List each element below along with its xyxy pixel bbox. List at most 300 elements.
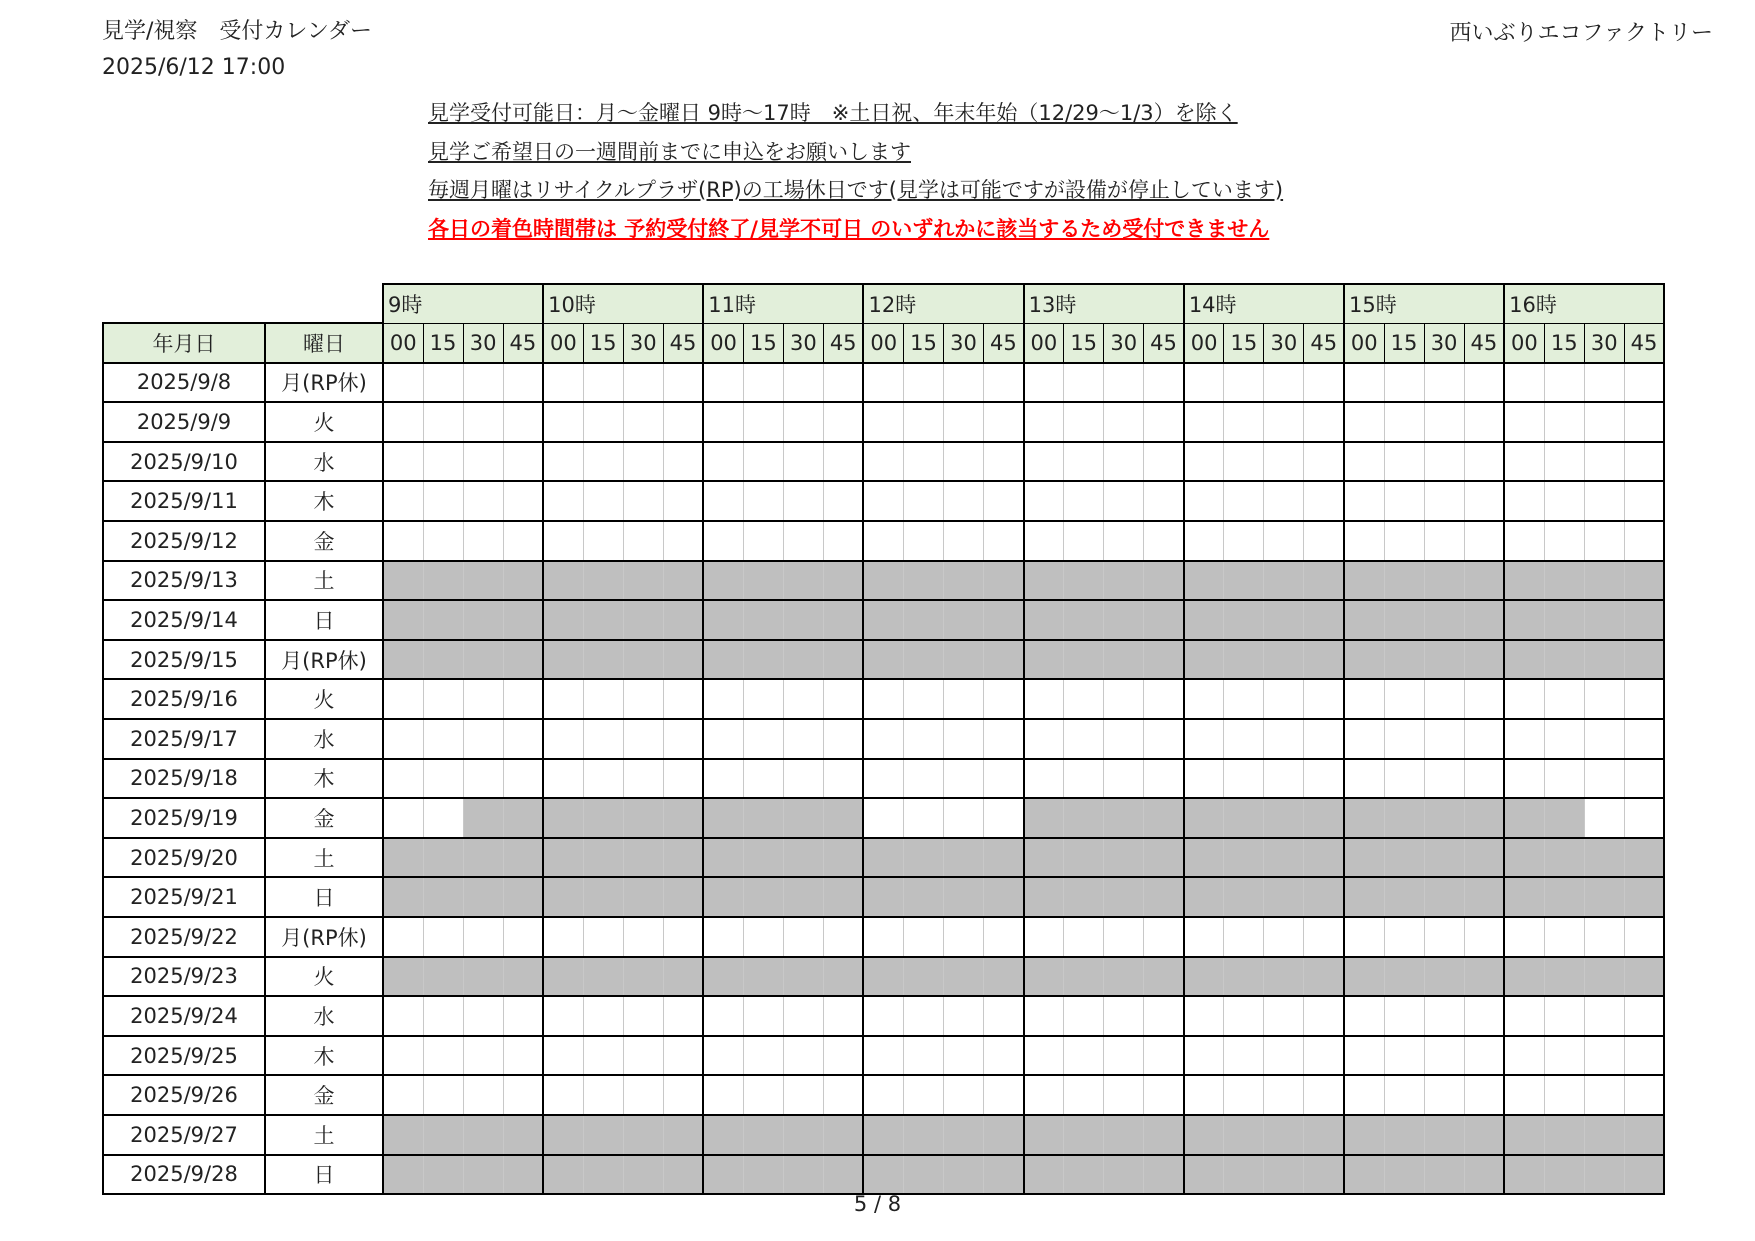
time-slot-available [1264,996,1304,1036]
time-slot-available [503,996,543,1036]
calendar-row [103,1036,1664,1076]
time-slot-available [1424,363,1464,403]
minute-header: 30 [623,323,663,363]
time-slot-available [503,481,543,521]
calendar-row [103,1115,1664,1155]
time-slot-available [663,521,703,561]
time-slot-available [1624,917,1664,957]
calendar-row [103,442,1664,482]
date-cell: 2025/9/27 [103,1115,265,1155]
time-slot-available [703,481,743,521]
time-slot-available [1464,442,1504,482]
time-slot-available [583,996,623,1036]
date-cell: 2025/9/21 [103,877,265,917]
minute-header: 00 [1344,323,1384,363]
time-slot-available [543,719,583,759]
time-slot-unavailable [1584,877,1624,917]
time-slot-available [904,1036,944,1076]
time-slot-available [1064,759,1104,799]
note-rp-holiday: 毎週月曜はリサイクルプラザ(RP)の工場休日です(見学は可能ですが設備が停止しています) [428,178,1284,202]
time-slot-unavailable [1344,877,1384,917]
time-slot-available [1464,917,1504,957]
time-slot-available [423,996,463,1036]
time-slot-available [623,1036,663,1076]
time-slot-available [703,917,743,957]
time-slot-unavailable [783,877,823,917]
time-slot-unavailable [1104,798,1144,838]
time-slot-available [743,402,783,442]
time-slot-unavailable [663,640,703,680]
time-slot-available [1464,1036,1504,1076]
time-slot-available [543,917,583,957]
time-slot-available [1344,917,1384,957]
time-slot-unavailable [663,600,703,640]
time-slot-unavailable [1464,957,1504,997]
time-slot-available [503,679,543,719]
time-slot-available [423,798,463,838]
weekday-cell: 木 [265,1036,383,1076]
weekday-cell: 木 [265,481,383,521]
time-slot-unavailable [1344,640,1384,680]
time-slot-unavailable [1264,640,1304,680]
calendar-row [103,521,1664,561]
time-slot-unavailable [1384,561,1424,601]
time-slot-available [1144,442,1184,482]
time-slot-unavailable [1064,957,1104,997]
time-slot-available [1624,679,1664,719]
time-slot-available [543,481,583,521]
time-slot-unavailable [1104,640,1144,680]
time-slot-available [984,402,1024,442]
time-slot-available [583,719,623,759]
time-slot-available [383,442,423,482]
time-slot-unavailable [743,1115,783,1155]
time-slot-available [1184,917,1224,957]
time-slot-unavailable [863,640,903,680]
time-slot-unavailable [904,1115,944,1155]
time-slot-available [783,917,823,957]
time-slot-available [1144,917,1184,957]
time-slot-unavailable [1464,798,1504,838]
time-slot-unavailable [583,838,623,878]
time-slot-available [823,481,863,521]
time-slot-available [1624,1075,1664,1115]
time-slot-available [1264,363,1304,403]
time-slot-available [1104,402,1144,442]
time-slot-unavailable [503,838,543,878]
time-slot-unavailable [823,838,863,878]
time-slot-available [863,996,903,1036]
time-slot-unavailable [1224,877,1264,917]
time-slot-available [1584,402,1624,442]
date-cell: 2025/9/20 [103,838,265,878]
weekday-cell: 水 [265,996,383,1036]
time-slot-unavailable [503,798,543,838]
time-slot-available [1024,996,1064,1036]
time-slot-available [423,679,463,719]
time-slot-unavailable [1544,877,1584,917]
time-slot-unavailable [1064,1115,1104,1155]
time-slot-unavailable [1504,561,1544,601]
time-slot-unavailable [743,798,783,838]
time-slot-unavailable [1104,1155,1144,1195]
time-slot-available [623,521,663,561]
time-slot-unavailable [463,1155,503,1195]
weekday-cell: 月(RP休) [265,363,383,403]
time-slot-unavailable [1264,838,1304,878]
time-slot-available [503,917,543,957]
time-slot-unavailable [783,798,823,838]
time-slot-available [1344,679,1384,719]
time-slot-available [463,759,503,799]
time-slot-available [1584,798,1624,838]
date-cell: 2025/9/13 [103,561,265,601]
time-slot-available [823,759,863,799]
time-slot-available [1584,363,1624,403]
time-slot-available [623,1075,663,1115]
time-slot-available [1384,719,1424,759]
time-slot-available [623,917,663,957]
time-slot-unavailable [1144,1155,1184,1195]
time-slot-available [984,442,1024,482]
time-slot-available [1424,679,1464,719]
time-slot-unavailable [1104,561,1144,601]
time-slot-available [984,521,1024,561]
time-slot-available [1584,679,1624,719]
time-slot-unavailable [1344,838,1384,878]
time-slot-unavailable [463,1115,503,1155]
time-slot-unavailable [1424,877,1464,917]
time-slot-unavailable [503,561,543,601]
time-slot-unavailable [703,1115,743,1155]
time-slot-unavailable [944,838,984,878]
time-slot-unavailable [1384,957,1424,997]
time-slot-available [1424,759,1464,799]
time-slot-available [1624,798,1664,838]
time-slot-available [863,679,903,719]
time-slot-available [743,521,783,561]
minute-header: 45 [1624,323,1664,363]
time-slot-unavailable [1304,640,1344,680]
time-slot-unavailable [944,877,984,917]
time-slot-available [1584,481,1624,521]
weekday-cell: 水 [265,442,383,482]
time-slot-available [703,679,743,719]
time-slot-available [1024,759,1064,799]
time-slot-unavailable [543,838,583,878]
time-slot-unavailable [1464,1115,1504,1155]
time-slot-unavailable [583,957,623,997]
time-slot-available [1224,402,1264,442]
time-slot-available [743,363,783,403]
reservation-calendar-table [102,283,1665,1195]
time-slot-available [423,917,463,957]
time-slot-available [663,481,703,521]
time-slot-unavailable [423,640,463,680]
time-slot-available [1504,917,1544,957]
time-slot-available [503,1075,543,1115]
time-slot-available [1504,996,1544,1036]
time-slot-unavailable [703,561,743,601]
time-slot-available [1064,996,1104,1036]
calendar-row [103,877,1664,917]
time-slot-available [583,363,623,403]
time-slot-unavailable [863,838,903,878]
time-slot-available [1544,996,1584,1036]
time-slot-unavailable [1504,640,1544,680]
time-slot-unavailable [1544,1115,1584,1155]
time-slot-unavailable [583,600,623,640]
time-slot-unavailable [904,838,944,878]
calendar-row [103,363,1664,403]
time-slot-unavailable [1104,838,1144,878]
minute-header-row [103,323,1664,363]
time-slot-available [823,363,863,403]
time-slot-available [1304,442,1344,482]
time-slot-available [783,363,823,403]
time-slot-unavailable [1424,838,1464,878]
time-slot-available [984,798,1024,838]
time-slot-unavailable [743,1155,783,1195]
time-slot-unavailable [623,877,663,917]
time-slot-available [423,1036,463,1076]
time-slot-unavailable [703,798,743,838]
weekday-cell: 月(RP休) [265,917,383,957]
time-slot-unavailable [1304,957,1344,997]
time-slot-unavailable [1304,1155,1344,1195]
time-slot-unavailable [1104,600,1144,640]
time-slot-available [1064,1075,1104,1115]
time-slot-available [1464,1075,1504,1115]
weekday-cell: 木 [265,759,383,799]
time-slot-unavailable [863,600,903,640]
time-slot-available [1304,1075,1344,1115]
time-slot-unavailable [1464,561,1504,601]
time-slot-unavailable [1264,798,1304,838]
time-slot-unavailable [863,957,903,997]
calendar-row [103,1075,1664,1115]
time-slot-unavailable [984,957,1024,997]
time-slot-unavailable [1264,1115,1304,1155]
time-slot-available [1344,1036,1384,1076]
weekday-cell: 日 [265,1155,383,1195]
minute-header: 15 [583,323,623,363]
time-slot-unavailable [1504,957,1544,997]
calendar-row [103,838,1664,878]
date-cell: 2025/9/25 [103,1036,265,1076]
calendar-row [103,719,1664,759]
time-slot-available [1624,1036,1664,1076]
time-slot-unavailable [1184,877,1224,917]
time-slot-available [1344,402,1384,442]
time-slot-unavailable [1064,838,1104,878]
time-slot-unavailable [1064,798,1104,838]
time-slot-available [1184,442,1224,482]
time-slot-available [423,521,463,561]
time-slot-unavailable [623,600,663,640]
time-slot-available [663,996,703,1036]
time-slot-available [1224,521,1264,561]
time-slot-unavailable [783,957,823,997]
time-slot-available [863,798,903,838]
time-slot-unavailable [543,798,583,838]
time-slot-unavailable [1384,798,1424,838]
time-slot-unavailable [423,1155,463,1195]
time-slot-unavailable [984,877,1024,917]
date-cell: 2025/9/9 [103,402,265,442]
time-slot-unavailable [423,957,463,997]
time-slot-unavailable [944,600,984,640]
time-slot-unavailable [1424,1115,1464,1155]
time-slot-available [1344,521,1384,561]
time-slot-available [503,402,543,442]
time-slot-available [623,442,663,482]
time-slot-unavailable [1224,957,1264,997]
time-slot-unavailable [1424,1155,1464,1195]
time-slot-unavailable [1544,600,1584,640]
minute-header: 30 [463,323,503,363]
time-slot-available [623,996,663,1036]
time-slot-available [823,719,863,759]
calendar-body [103,363,1664,1194]
time-slot-available [743,679,783,719]
time-slot-unavailable [1464,1155,1504,1195]
time-slot-unavailable [1624,640,1664,680]
time-slot-unavailable [1144,957,1184,997]
time-slot-available [1504,679,1544,719]
time-slot-unavailable [743,877,783,917]
weekday-cell: 金 [265,521,383,561]
time-slot-available [904,798,944,838]
time-slot-available [423,402,463,442]
minute-header: 45 [1464,323,1504,363]
time-slot-available [1104,442,1144,482]
time-slot-available [383,363,423,403]
time-slot-available [623,402,663,442]
time-slot-available [1144,521,1184,561]
weekday-cell: 火 [265,957,383,997]
time-slot-unavailable [1184,1115,1224,1155]
date-cell: 2025/9/16 [103,679,265,719]
time-slot-available [1144,996,1184,1036]
minute-header: 15 [423,323,463,363]
time-slot-unavailable [1184,957,1224,997]
time-slot-available [743,917,783,957]
date-cell: 2025/9/23 [103,957,265,997]
time-slot-unavailable [1464,838,1504,878]
time-slot-available [823,1036,863,1076]
time-slot-available [703,363,743,403]
weekday-cell: 金 [265,1075,383,1115]
time-slot-available [1184,719,1224,759]
time-slot-available [543,521,583,561]
calendar-row [103,481,1664,521]
time-slot-available [1624,996,1664,1036]
time-slot-available [823,996,863,1036]
time-slot-unavailable [423,877,463,917]
time-slot-available [904,521,944,561]
time-slot-available [463,442,503,482]
time-slot-unavailable [1144,798,1184,838]
time-slot-unavailable [1064,640,1104,680]
time-slot-unavailable [1424,957,1464,997]
time-slot-unavailable [823,1155,863,1195]
time-slot-available [1184,521,1224,561]
time-slot-unavailable [1624,561,1664,601]
time-slot-available [1384,679,1424,719]
time-slot-available [1264,481,1304,521]
time-slot-available [904,679,944,719]
time-slot-unavailable [1224,1155,1264,1195]
hour-header: 9時 [383,284,543,323]
time-slot-unavailable [663,957,703,997]
time-slot-available [1344,481,1384,521]
time-slot-unavailable [823,877,863,917]
time-slot-available [1544,402,1584,442]
time-slot-available [1024,1036,1064,1076]
time-slot-unavailable [1344,1115,1384,1155]
time-slot-unavailable [543,1115,583,1155]
time-slot-unavailable [1024,877,1064,917]
time-slot-available [1624,363,1664,403]
time-slot-available [1384,759,1424,799]
date-cell: 2025/9/10 [103,442,265,482]
time-slot-available [783,481,823,521]
time-slot-unavailable [1184,600,1224,640]
time-slot-available [383,996,423,1036]
time-slot-available [1304,363,1344,403]
time-slot-available [583,521,623,561]
time-slot-unavailable [1024,798,1064,838]
time-slot-unavailable [984,1115,1024,1155]
time-slot-unavailable [383,600,423,640]
time-slot-available [863,917,903,957]
time-slot-unavailable [1064,877,1104,917]
time-slot-unavailable [1104,1115,1144,1155]
date-cell: 2025/9/17 [103,719,265,759]
time-slot-available [423,363,463,403]
time-slot-available [423,481,463,521]
time-slot-available [984,481,1024,521]
time-slot-unavailable [1024,640,1064,680]
time-slot-available [1504,719,1544,759]
time-slot-available [703,1036,743,1076]
time-slot-unavailable [904,561,944,601]
time-slot-unavailable [1624,1155,1664,1195]
time-slot-unavailable [703,1155,743,1195]
time-slot-available [1064,402,1104,442]
time-slot-unavailable [783,1155,823,1195]
time-slot-unavailable [1464,600,1504,640]
minute-header: 30 [1104,323,1144,363]
dow-column-header: 曜日 [265,323,383,363]
time-slot-available [1144,402,1184,442]
time-slot-unavailable [1264,877,1304,917]
time-slot-available [1464,996,1504,1036]
time-slot-available [583,402,623,442]
time-slot-available [1304,719,1344,759]
time-slot-unavailable [663,561,703,601]
time-slot-available [984,679,1024,719]
time-slot-available [1024,363,1064,403]
weekday-cell: 土 [265,838,383,878]
time-slot-available [1344,442,1384,482]
weekday-cell: 水 [265,719,383,759]
time-slot-available [984,1036,1024,1076]
weekday-cell: 土 [265,561,383,601]
weekday-cell: 月(RP休) [265,640,383,680]
time-slot-available [383,402,423,442]
